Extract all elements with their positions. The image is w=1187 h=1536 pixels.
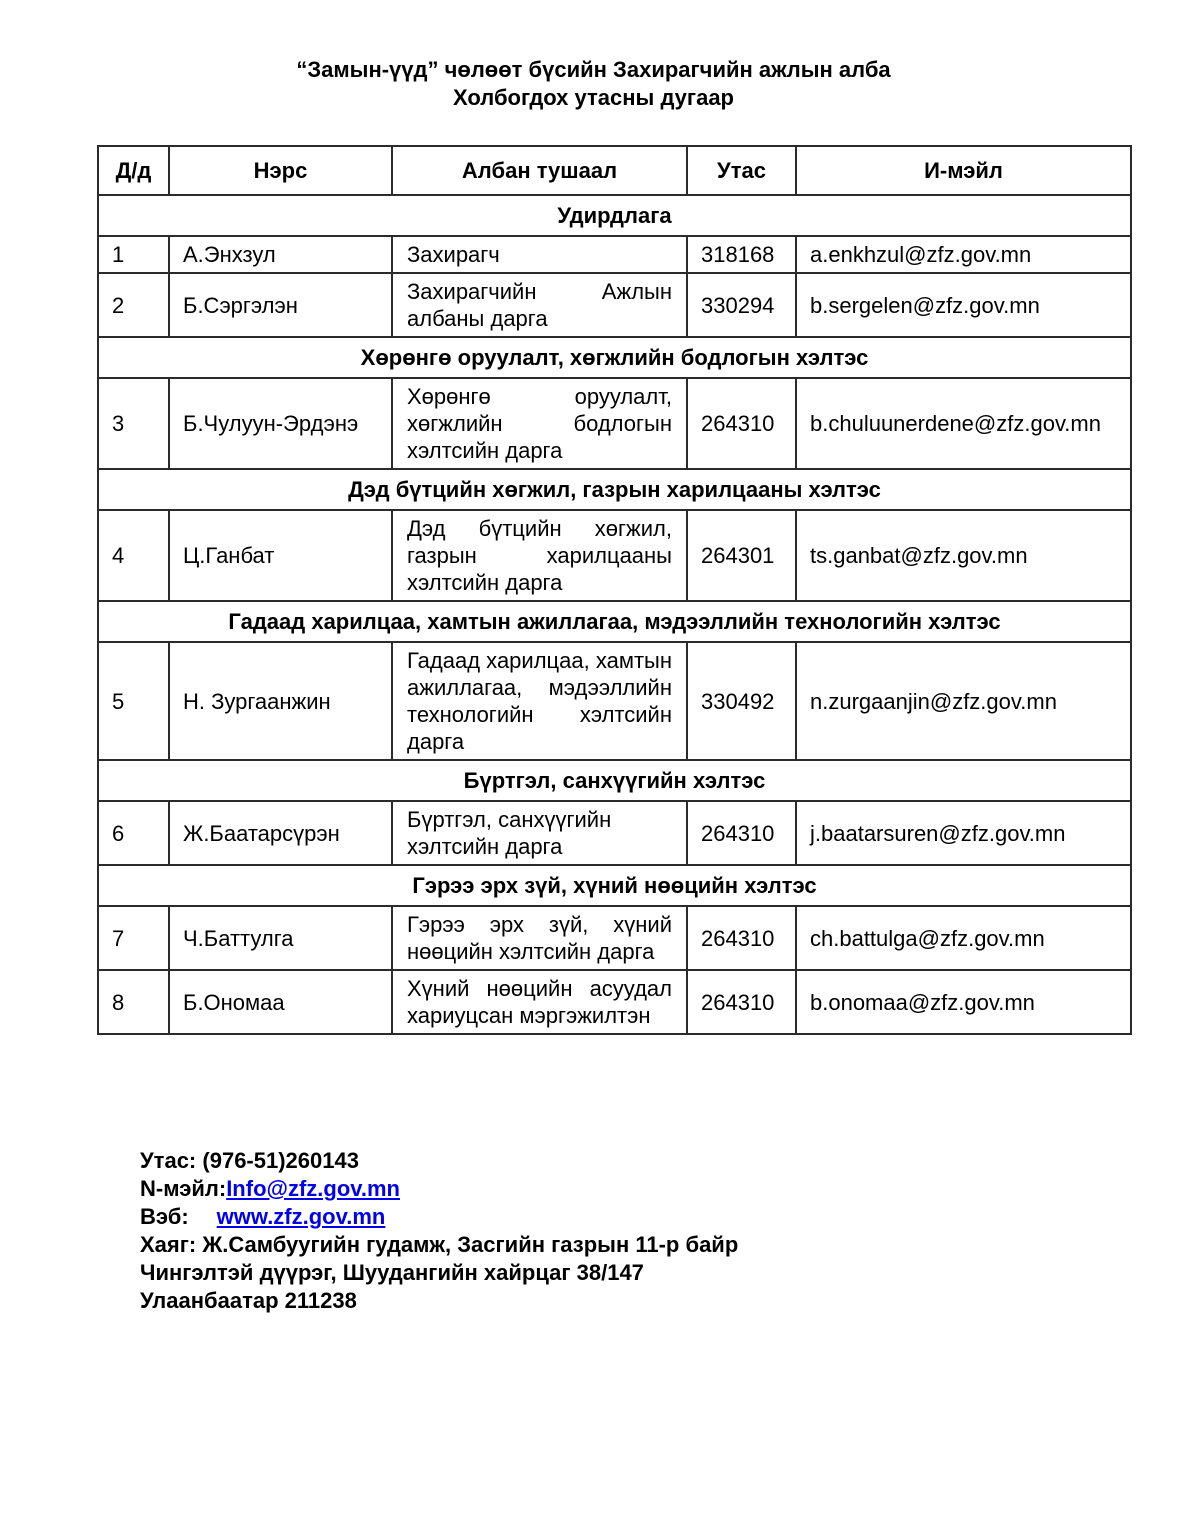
document-title xyxy=(0,0,1187,112)
cell-no: 8 xyxy=(98,970,169,1034)
cell-email: a.enkhzul@zfz.gov.mn xyxy=(796,236,1131,273)
footer-phone-value: (976-51)260143 xyxy=(202,1148,359,1173)
table-row xyxy=(98,906,1131,970)
col-header-name: Нэрс xyxy=(169,146,392,195)
col-header-email: И-мэйл xyxy=(796,146,1131,195)
cell-phone: 330492 xyxy=(687,642,796,760)
table-row xyxy=(98,378,1131,469)
cell-position: Гадаад харилцаа, хамтын ажиллагаа, мэдээллийн технологийн хэлтсийн дарга xyxy=(392,642,687,760)
section-title: Бүртгэл, санхүүгийн хэлтэс xyxy=(98,760,1131,801)
table-header-row xyxy=(98,146,1131,195)
col-header-no: Д/д xyxy=(98,146,169,195)
cell-name: Б.Сэргэлэн xyxy=(169,273,392,337)
cell-no: 2 xyxy=(98,273,169,337)
cell-name: Ч.Баттулга xyxy=(169,906,392,970)
col-header-phone: Утас xyxy=(687,146,796,195)
cell-name: Ц.Ганбат xyxy=(169,510,392,601)
cell-position: Хүний нөөцийн асуудал хариуцсан мэргэжилтэн xyxy=(392,970,687,1034)
title-line-1: “Замын-үүд” чөлөөт бүсийн Захирагчийн ажлын алба xyxy=(296,57,891,82)
cell-no: 6 xyxy=(98,801,169,865)
cell-phone: 264310 xyxy=(687,801,796,865)
cell-email: j.baatarsuren@zfz.gov.mn xyxy=(796,801,1131,865)
cell-no: 4 xyxy=(98,510,169,601)
cell-email: n.zurgaanjin@zfz.gov.mn xyxy=(796,642,1131,760)
cell-email: b.chuluunerdene@zfz.gov.mn xyxy=(796,378,1131,469)
cell-phone: 318168 xyxy=(687,236,796,273)
table-row xyxy=(98,510,1131,601)
cell-phone: 264310 xyxy=(687,378,796,469)
footer-address-line-3: Улаанбаатар 211238 xyxy=(140,1288,357,1313)
contact-footer xyxy=(140,1147,1187,1315)
cell-no: 5 xyxy=(98,642,169,760)
cell-position: Захирагчийн Ажлын албаны дарга xyxy=(392,273,687,337)
section-title: Гэрээ эрх зүй, хүний нөөцийн хэлтэс xyxy=(98,865,1131,906)
title-line-2: Холбогдох утасны дугаар xyxy=(453,85,734,110)
contacts-table xyxy=(97,145,1132,1035)
cell-email: b.onomaa@zfz.gov.mn xyxy=(796,970,1131,1034)
cell-position: Захирагч xyxy=(392,236,687,273)
cell-no: 7 xyxy=(98,906,169,970)
cell-email: b.sergelen@zfz.gov.mn xyxy=(796,273,1131,337)
section-title: Дэд бүтцийн хөгжил, газрын харилцааны хэлтэс xyxy=(98,469,1131,510)
cell-no: 1 xyxy=(98,236,169,273)
cell-email: ch.battulga@zfz.gov.mn xyxy=(796,906,1131,970)
cell-name: Ж.Баатарсүрэн xyxy=(169,801,392,865)
section-title: Удирдлага xyxy=(98,195,1131,236)
footer-email-line xyxy=(140,1175,1187,1203)
website-link[interactable]: www.zfz.gov.mn xyxy=(216,1204,386,1229)
cell-name: А.Энхзул xyxy=(169,236,392,273)
footer-address-line-1: Хаяг: Ж.Самбуугийн гудамж, Засгийн газрын 11-р байр xyxy=(140,1232,739,1257)
cell-phone: 264310 xyxy=(687,970,796,1034)
cell-name: Б.Чулуун-Эрдэнэ xyxy=(169,378,392,469)
footer-web-line xyxy=(140,1203,1187,1231)
section-row xyxy=(98,760,1131,801)
table-row xyxy=(98,236,1131,273)
email-link[interactable]: Info@zfz.gov.mn xyxy=(226,1176,400,1201)
section-row xyxy=(98,865,1131,906)
col-header-position: Албан тушаал xyxy=(392,146,687,195)
section-row xyxy=(98,469,1131,510)
cell-position: Бүртгэл, санхүүгийн хэлтсийн дарга xyxy=(392,801,687,865)
footer-email-label: N-мэйл: xyxy=(140,1176,227,1201)
cell-position: Хөрөнгө оруулалт, хөгжлийн бодлогын хэлтсийн дарга xyxy=(392,378,687,469)
section-row xyxy=(98,337,1131,378)
footer-web-label: Вэб: xyxy=(140,1204,189,1229)
footer-phone-line xyxy=(140,1147,1187,1175)
cell-phone: 264301 xyxy=(687,510,796,601)
section-row xyxy=(98,195,1131,236)
table-row xyxy=(98,970,1131,1034)
cell-phone: 264310 xyxy=(687,906,796,970)
table-row xyxy=(98,801,1131,865)
cell-phone: 330294 xyxy=(687,273,796,337)
section-title: Гадаад харилцаа, хамтын ажиллагаа, мэдээллийн технологийн хэлтэс xyxy=(98,601,1131,642)
footer-address-line-2: Чингэлтэй дүүрэг, Шуудангийн хайрцаг 38/147 xyxy=(140,1260,644,1285)
cell-email: ts.ganbat@zfz.gov.mn xyxy=(796,510,1131,601)
cell-no: 3 xyxy=(98,378,169,469)
cell-name: Н. Зургаанжин xyxy=(169,642,392,760)
table-row xyxy=(98,642,1131,760)
cell-position: Дэд бүтцийн хөгжил, газрын харилцааны хэлтсийн дарга xyxy=(392,510,687,601)
table-row xyxy=(98,273,1131,337)
cell-position: Гэрээ эрх зүй, хүний нөөцийн хэлтсийн дарга xyxy=(392,906,687,970)
section-title: Хөрөнгө оруулалт, хөгжлийн бодлогын хэлтэс xyxy=(98,337,1131,378)
cell-name: Б.Ономаа xyxy=(169,970,392,1034)
footer-phone-label: Утас: xyxy=(140,1148,197,1173)
section-row xyxy=(98,601,1131,642)
